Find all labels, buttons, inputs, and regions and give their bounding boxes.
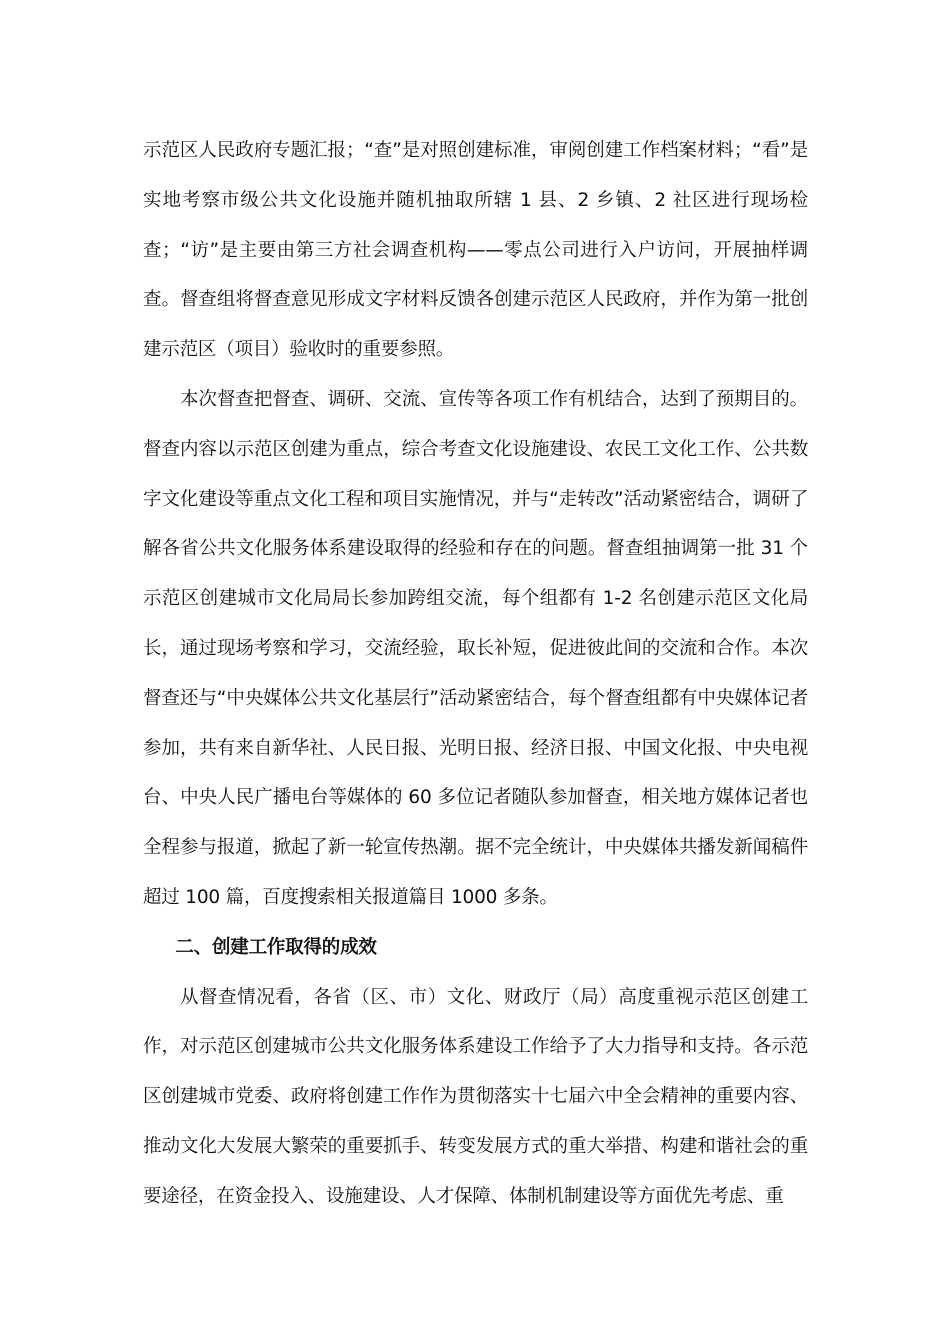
paragraph-achievements: 从督查情况看，各省（区、市）文化、财政厅（局）高度重视示范区创建工作，对示范区创建城市公共文化服务体系建设工作给予了大力指导和支持。各示范区创建城市党委、政府将创建工作作为贯彻落实十七届六中全会精神的重要内容、推动文化大发展大繁荣的重要抓手、转变发展方式的重大举措、构建和谐社会的重要途径，在资金投入、设施建设、人才保障、体制机制建设等方面优先考虑、重 [143,986,808,1207]
section-heading: 二、创建工作取得的成效 [175,936,377,958]
document-body [143,126,808,1222]
paragraph-supervision-summary: 本次督查把督查、调研、交流、宣传等各项工作有机结合，达到了预期目的。督查内容以示范区创建为重点，综合考查文化设施建设、农民工文化工作、公共数字文化建设等重点文化工程和项目实施情况，并与“走转改”活动紧密结合，调研了解各省公共文化服务体系建设取得的经验和存在的问题。督查组抽调第一批 31 个示范区创建城市文化局局长参加跨组交流，每个组都有 1-2 名创建示范区文化局长，通过现场考察和学习，交流经验，取长补短，促进彼此间的交流和合作。本次督查还与“中央媒体公共文化基层行”活动紧密结合，每个督查组都有中央媒体记者参加，共有来自新华社、人民日报、光明日报、经济日报、中国文化报、中央电视台、中央人民广播电台等媒体的 60 多位记者随队参加督查，相关地方媒体记者也全程参与报道，掀起了新一轮宣传热潮。据不完全统计，中央媒体共播发新闻稿件超过 100 篇，百度搜索相关报道篇目 1000 多条。 [143,388,808,908]
paragraph-continuation: 示范区人民政府专题汇报；“查”是对照创建标准，审阅创建工作档案材料；“看”是实地考察市级公共文化设施并随机抽取所辖 1 县、2 乡镇、2 社区进行现场检查；“访”是主要由第三方社会调查机构——零点公司进行入户访问，开展抽样调查。督查组将督查意见形成文字材料反馈各创建示范区人民政府，并作为第一批创建示范区（项目）验收时的重要参照。 [143,140,808,361]
